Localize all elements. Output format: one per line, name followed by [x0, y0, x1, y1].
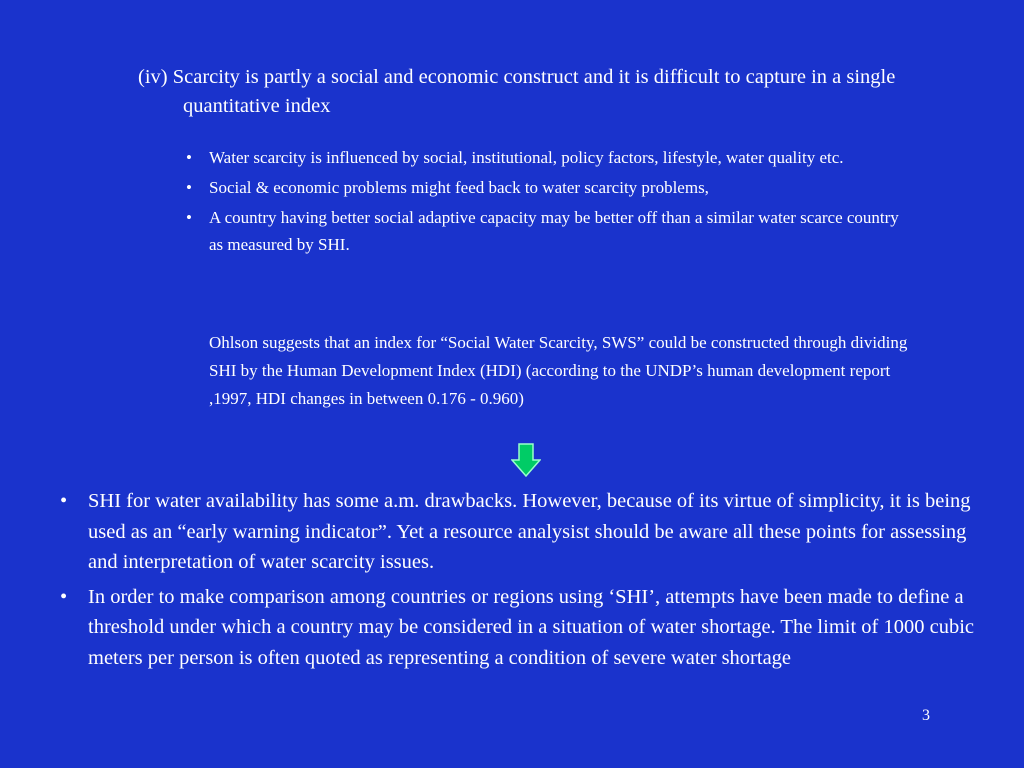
bullet-marker: • [60, 585, 68, 608]
bullet-marker: • [60, 490, 68, 512]
bullet-marker: • [186, 178, 192, 197]
slide-heading: (iv) Scarcity is partly a social and economic construct and it is difficult to capture in a single quantitative index [138, 66, 896, 117]
bullet-text: SHI for water availability has some a.m. drawbacks. However, because of its virtue of simplicity, it is being used as an “early warning indicator”. Yet a resource analysist should be aware all these points for assessing and interpretation of water scarcity issues. [88, 490, 971, 573]
list-item [186, 144, 906, 171]
list-item [186, 174, 906, 201]
bullet-text: Social & economic problems might feed back to water scarcity problems, [209, 178, 709, 197]
down-arrow-icon [511, 443, 541, 477]
list-item [186, 204, 906, 258]
bullet-marker: • [186, 208, 192, 227]
sws-note-paragraph: Ohlson suggests that an index for “Social Water Scarcity, SWS” could be constructed through dividing SHI by the Human Development Index (HDI) (according to the UNDP’s human development report ,1997, HDI changes in between 0.176 - 0.960) [209, 333, 908, 408]
bullet-text: A country having better social adaptive capacity may be better off than a similar water scarce country as measured by SHI. [209, 208, 899, 254]
main-bullet-list [60, 486, 980, 677]
page-number: 3 [922, 707, 930, 724]
list-item [60, 582, 980, 674]
bullet-marker: • [186, 148, 192, 167]
arrow-shape [512, 444, 540, 476]
sub-bullet-list [186, 144, 906, 261]
bullet-text: Water scarcity is influenced by social, institutional, policy factors, lifestyle, water quality etc. [209, 148, 844, 167]
list-item [60, 486, 980, 578]
bullet-text: In order to make comparison among countries or regions using ‘SHI’, attempts have been made to define a threshold under which a country may be considered in a situation of water shortage. The limit of 1000 cubic meters per person is often quoted as representing a condition of severe water shortage [88, 585, 975, 669]
